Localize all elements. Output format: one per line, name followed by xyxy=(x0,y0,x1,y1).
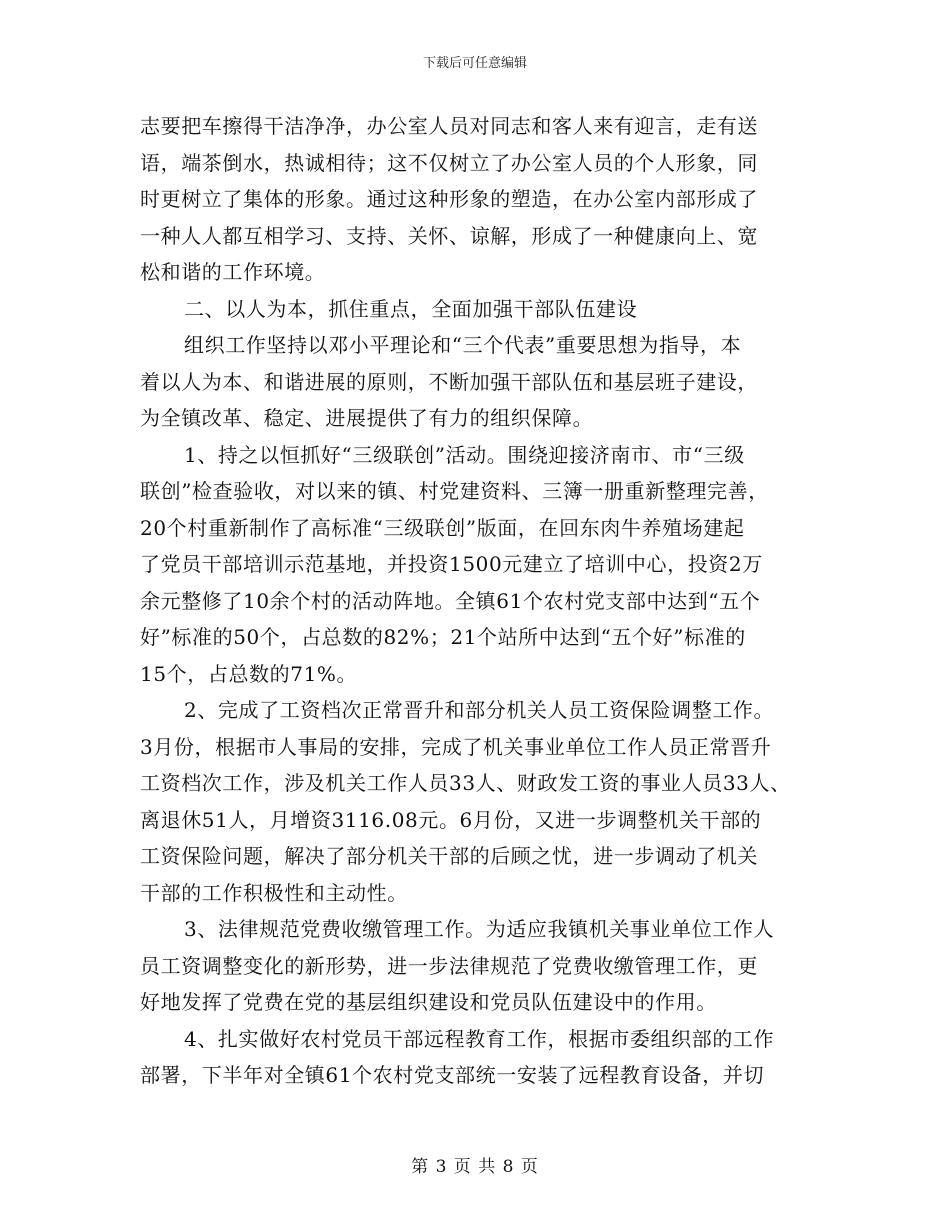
text-line: 20个村重新制作了高标准“三级联创”版面，在回东肉牛养殖场建起 xyxy=(140,515,745,540)
text-line: 组织工作坚持以邓小平理论和“三个代表”重要思想为指导，本 xyxy=(184,333,742,357)
text-line: 松和谐的工作环境。 xyxy=(140,260,326,284)
page-number-footer: 第 3 页 共 8 页 xyxy=(411,1157,539,1177)
text-line: 员工资调整变化的新形势，进一步法律规范了党费收缴管理工作，更 xyxy=(140,953,758,978)
text-line: 3月份，根据市人事局的安排，完成了机关事业单位工作人员正常晋升 xyxy=(140,734,772,759)
text-line: 1、持之以恒抓好“三级联创”活动。围绕迎接济南市、市“三级 xyxy=(184,442,745,467)
text-line: 工资保险问题，解决了部分机关干部的后顾之忧，进一步调动了机关 xyxy=(140,844,758,868)
page-header: 下载后可任意编辑 xyxy=(422,56,527,71)
text-line: 语，端茶倒水，热诚相待；这不仅树立了办公室人员的个人形象，同 xyxy=(140,150,758,175)
text-line: 联创”检查验收，对以来的镇、村党建资料、三簿一册重新整理完善， xyxy=(140,479,769,503)
text-line: 了党员干部培训示范基地，并投资1500元建立了培训中心，投资2万 xyxy=(140,552,763,576)
text-line: 着以人为本、和谐进展的原则，不断加强干部队伍和基层班子建设， xyxy=(140,369,758,394)
text-line: 2、完成了工资档次正常晋升和部分机关人员工资保险调整工作。 xyxy=(184,698,775,722)
text-line: 好地发挥了党费在党的基层组织建设和党员队伍建设中的作用。 xyxy=(140,990,717,1014)
document-body xyxy=(140,108,820,1094)
text-line: 一种人人都互相学习、支持、关怀、谅解，形成了一种健康向上、宽 xyxy=(140,223,758,248)
text-line: 时更树立了集体的形象。通过这种形象的塑造，在办公室内部形成了 xyxy=(140,187,758,211)
text-line: 离退休51人，月增资3116.08元。6月份，又进一步调整机关干部的 xyxy=(140,807,762,832)
text-line: 好”标准的50个，占总数的82%；21个站所中达到“五个好”标准的 xyxy=(140,625,746,649)
text-line: 部署，下半年对全镇61个农村党支部统一安装了远程教育设备，并切 xyxy=(140,1063,765,1087)
text-line: 二、以人为本，抓住重点，全面加强干部队伍建设 xyxy=(184,296,638,321)
text-line: 干部的工作积极性和主动性。 xyxy=(140,880,408,905)
text-line: 3、法律规范党费收缴管理工作。为适应我镇机关事业单位工作人 xyxy=(184,917,775,941)
text-line: 余元整修了10余个村的活动阵地。全镇61个农村党支部中达到“五个 xyxy=(140,588,761,613)
text-line: 15个，占总数的71%。 xyxy=(140,661,358,686)
text-line: 工资档次工作，涉及机关工作人员33人、财政发工资的事业人员33人、 xyxy=(140,771,791,795)
text-line: 为全镇改革、稳定、进展提供了有力的组织保障。 xyxy=(140,406,594,430)
text-line: 4、扎实做好农村党员干部远程教育工作，根据市委组织部的工作 xyxy=(184,1026,775,1051)
text-line: 志要把车擦得干洁净净，办公室人员对同志和客人来有迎言，走有送 xyxy=(140,114,758,138)
